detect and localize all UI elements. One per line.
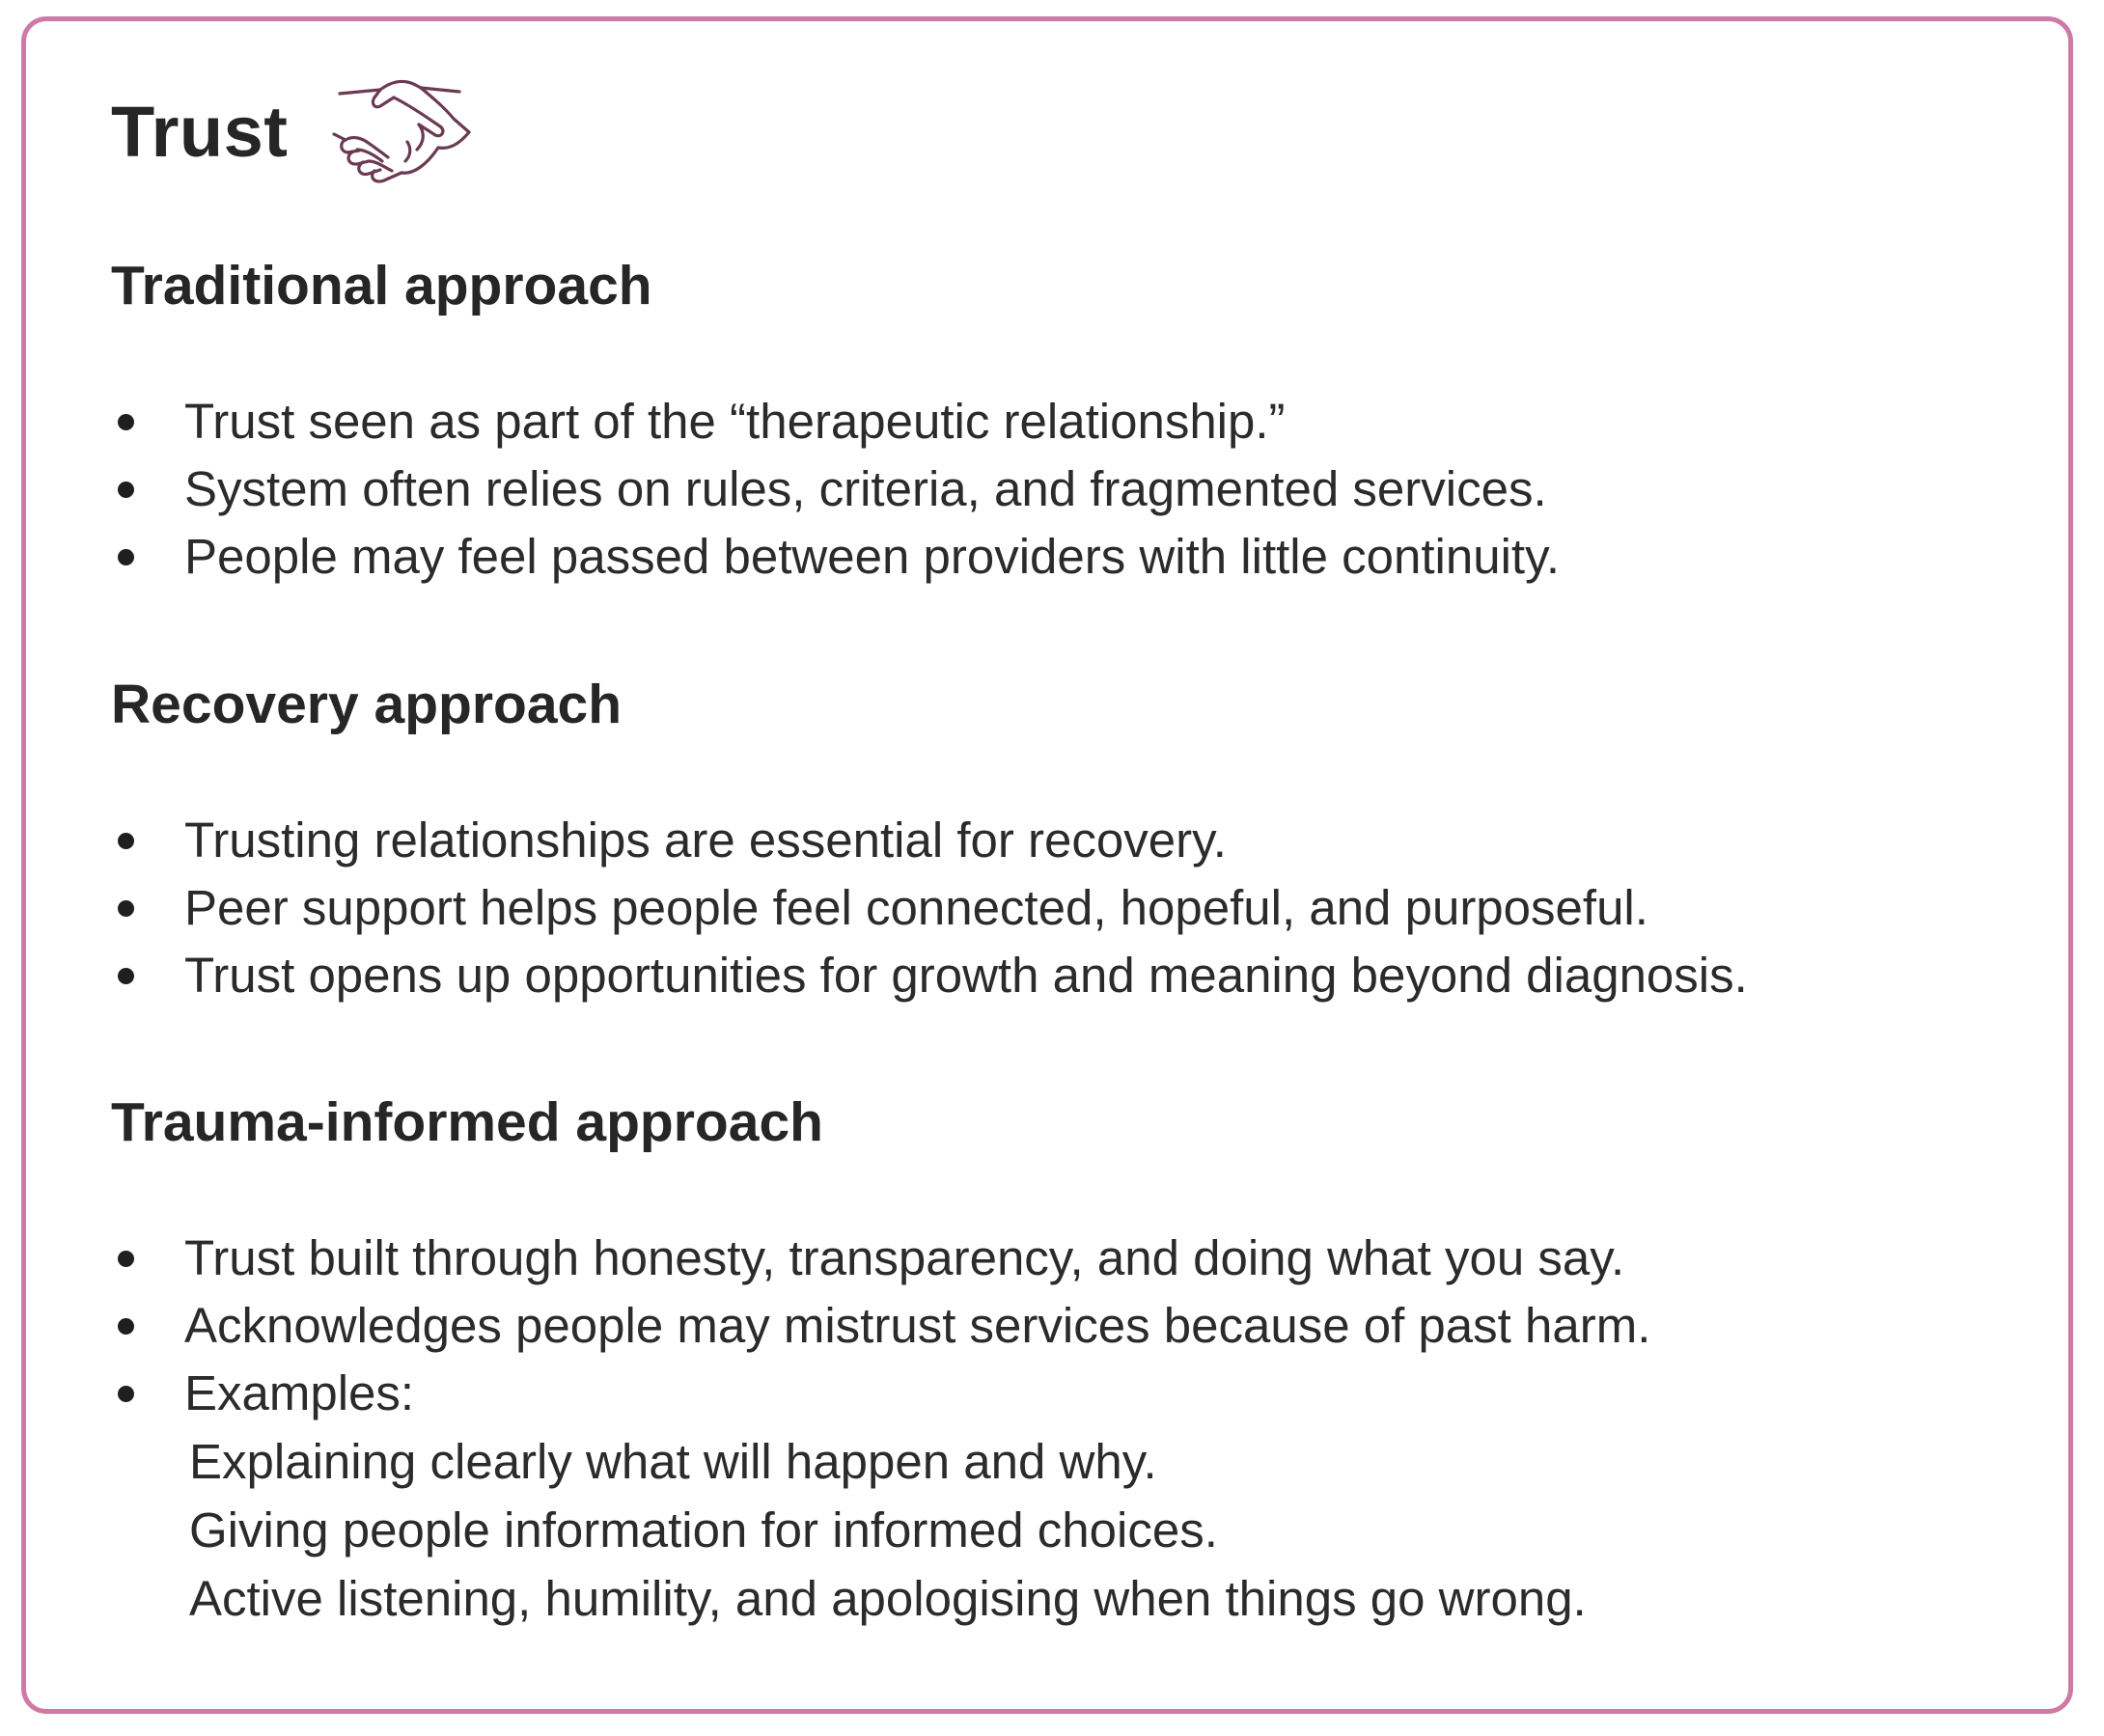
recovery-bullet-list: [111, 807, 2003, 1009]
trauma-informed-bullet-list: [111, 1225, 2003, 1427]
list-item-text: Peer support helps people feel connected, hopeful, and purposeful.: [184, 880, 1648, 935]
bullet-icon: [118, 482, 134, 498]
list-item: [111, 1292, 2003, 1360]
example-item: Explaining clearly what will happen and why.: [189, 1434, 1157, 1489]
list-item-text: People may feel passed between providers with little continuity.: [184, 529, 1560, 584]
list-item-text: Trust built through honesty, transparency, and doing what you say.: [184, 1230, 1625, 1285]
bullet-icon: [118, 1251, 134, 1267]
bullet-icon: [118, 968, 134, 984]
list-item: [111, 523, 2003, 591]
list-item: [111, 1225, 2003, 1292]
list-item-text: System often relies on rules, criteria, and fragmented services.: [184, 461, 1547, 516]
section-heading-trauma-informed: Trauma-informed approach: [111, 1091, 823, 1153]
section-heading-recovery: Recovery approach: [111, 674, 623, 735]
list-item-text: Trust seen as part of the “therapeutic relationship.”: [184, 394, 1286, 449]
examples-list: [189, 1427, 2004, 1633]
list-item: [111, 1360, 2003, 1427]
bullet-icon: [118, 414, 134, 430]
bullet-icon: [118, 900, 134, 917]
bullet-icon: [118, 549, 134, 565]
list-item: [111, 874, 2003, 942]
section-recovery: [111, 674, 1748, 1003]
section-traditional: [111, 255, 1560, 584]
list-item-text: Trust opens up opportunities for growth and meaning beyond diagnosis.: [184, 948, 1748, 1003]
section-heading-traditional: Traditional approach: [111, 255, 652, 317]
bullet-icon: [118, 833, 134, 849]
page-title: Trust: [111, 92, 289, 172]
list-item-text: Acknowledges people may mistrust services because of past harm.: [184, 1298, 1651, 1353]
bullet-icon: [118, 1386, 134, 1402]
section-trauma-informed: [111, 1091, 1651, 1626]
example-item: Active listening, humility, and apologising when things go wrong.: [189, 1571, 1587, 1626]
list-item: [111, 455, 2003, 523]
handshake-icon: [324, 65, 479, 200]
example-item: Giving people information for informed choices.: [189, 1502, 1218, 1557]
list-item: [111, 942, 2003, 1009]
bullet-icon: [118, 1318, 134, 1335]
title-row: [111, 60, 479, 205]
list-item-text: Examples:: [184, 1365, 415, 1420]
list-item-text: Trusting relationships are essential for recovery.: [184, 813, 1227, 868]
list-item: [111, 388, 2003, 455]
list-item: [111, 807, 2003, 874]
traditional-bullet-list: [111, 388, 2003, 591]
